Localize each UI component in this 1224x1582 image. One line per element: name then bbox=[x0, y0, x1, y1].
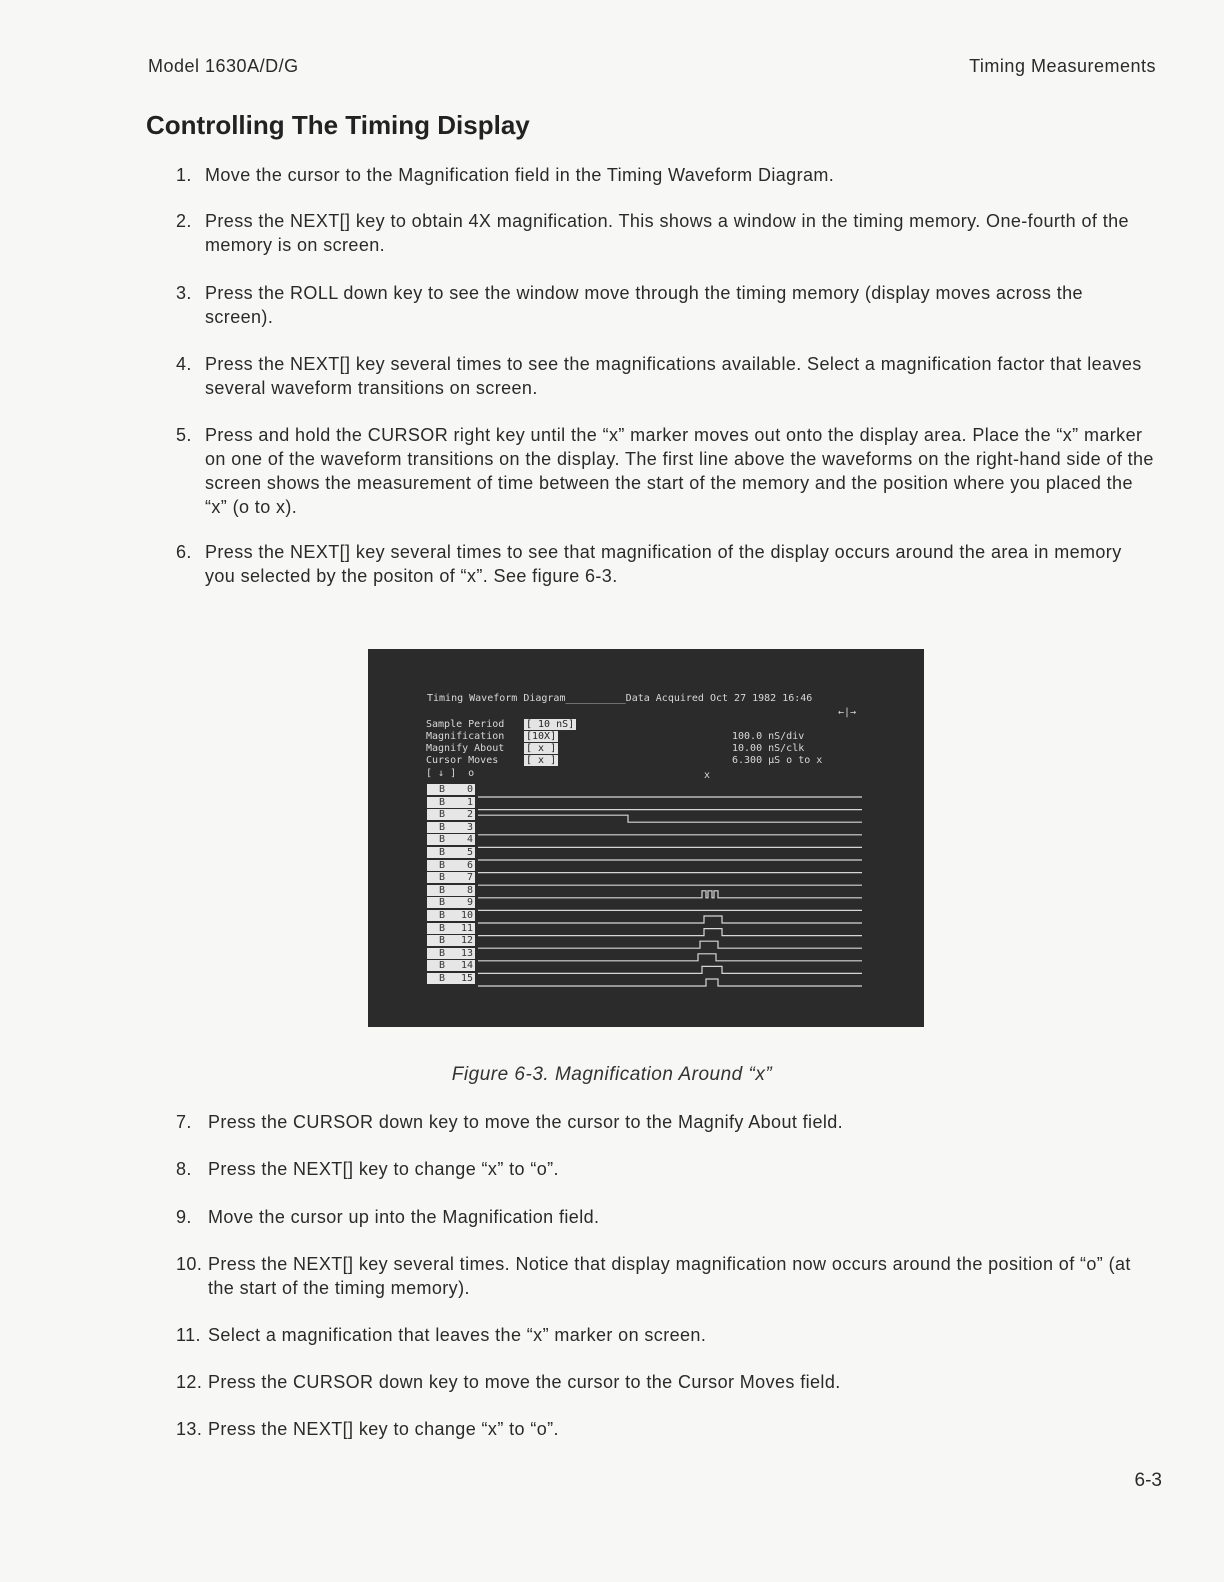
step-number: 13. bbox=[176, 1419, 203, 1439]
step-number: 6. bbox=[176, 542, 192, 562]
channel-number: 3 bbox=[466, 821, 473, 833]
step-6 bbox=[176, 540, 1156, 588]
channel-prefix: B bbox=[439, 834, 446, 846]
figure-caption: Figure 6-3. Magnification Around “x” bbox=[451, 1064, 773, 1085]
screen-arrow-marker: ←|→ bbox=[838, 707, 857, 718]
screen-field-magnification: [10X] bbox=[526, 731, 557, 742]
step-text: Move the cursor up into the Magnification field. bbox=[208, 1207, 600, 1227]
step-number: 10. bbox=[176, 1254, 203, 1274]
step-9 bbox=[176, 1205, 1156, 1229]
step-text: Press the CURSOR down key to move the cursor to the Cursor Moves field. bbox=[208, 1372, 841, 1392]
channel-number: 12 bbox=[460, 935, 473, 947]
channel-label bbox=[427, 948, 475, 959]
screen-label-cursor-moves: Cursor Moves bbox=[426, 755, 499, 766]
page-number: 6-3 bbox=[1134, 1470, 1162, 1491]
channel-prefix: B bbox=[439, 884, 446, 896]
channel-label bbox=[427, 935, 475, 946]
step-number: 2. bbox=[176, 211, 192, 231]
channel-prefix: B bbox=[439, 796, 446, 808]
channel-label bbox=[427, 960, 475, 971]
channel-label bbox=[427, 872, 475, 883]
channel-number: 14 bbox=[460, 960, 473, 972]
channel-prefix: B bbox=[439, 960, 446, 972]
step-10 bbox=[176, 1252, 1156, 1300]
channel-number: 0 bbox=[466, 784, 473, 795]
screen-marker-row: [ ↓ ] o bbox=[426, 768, 475, 779]
step-number: 9. bbox=[176, 1207, 192, 1227]
step-text: Press the NEXT[] key several times to see the magnifications available. Select a magnification factor that leaves several waveform transitions on screen. bbox=[205, 354, 1142, 398]
screen-label-magnify-about: Magnify About bbox=[426, 743, 505, 754]
step-text: Select a magnification that leaves the “x” marker on screen. bbox=[208, 1325, 707, 1345]
channel-label bbox=[427, 797, 475, 808]
channel-label bbox=[427, 897, 475, 908]
channel-prefix: B bbox=[439, 859, 446, 871]
step-2 bbox=[176, 209, 1156, 257]
screen-label-sample-period: Sample Period bbox=[426, 719, 505, 730]
channel-number: 11 bbox=[460, 922, 473, 934]
channel-number: 15 bbox=[460, 973, 473, 984]
channel-number: 2 bbox=[466, 809, 473, 821]
channel-label bbox=[427, 784, 475, 795]
step-text: Press and hold the CURSOR right key until the “x” marker moves out onto the display area. Place the “x” marker on one of the waveform transitions on the display. The first line above the waveforms on the right-hand side of the screen shows the measurement of time between the start of the memory and the position where you placed the “x” (o to x). bbox=[205, 425, 1154, 517]
channel-label bbox=[427, 910, 475, 921]
step-text: Press the NEXT[] key several times to see that magnification of the display occurs around the area in memory you selected by the positon of “x”. See figure 6-3. bbox=[205, 542, 1122, 586]
waveform-traces bbox=[478, 784, 864, 988]
step-8 bbox=[176, 1157, 1156, 1181]
channel-prefix: B bbox=[439, 897, 446, 909]
waveform-trace bbox=[478, 929, 862, 936]
waveform-trace bbox=[478, 891, 862, 898]
waveform-trace bbox=[478, 941, 862, 948]
step-number: 12. bbox=[176, 1372, 203, 1392]
channel-prefix: B bbox=[439, 847, 446, 858]
screen-readout-o-to-x: 6.300 µS o to x bbox=[732, 755, 823, 766]
step-text: Press the NEXT[] key several times. Notice that display magnification now occurs around the position of “o” (at the start of the timing memory). bbox=[208, 1254, 1131, 1298]
channel-prefix: B bbox=[439, 784, 446, 795]
channel-number: 13 bbox=[460, 947, 473, 959]
waveform-trace bbox=[478, 979, 862, 986]
waveform-trace bbox=[478, 815, 862, 822]
step-1 bbox=[176, 163, 1156, 187]
channel-label bbox=[427, 822, 475, 833]
step-number: 8. bbox=[176, 1159, 192, 1179]
step-13 bbox=[176, 1417, 1156, 1441]
step-number: 4. bbox=[176, 354, 192, 374]
channel-prefix: B bbox=[439, 973, 446, 984]
channel-label bbox=[427, 885, 475, 896]
channel-prefix: B bbox=[439, 809, 446, 821]
channel-prefix: B bbox=[439, 910, 446, 921]
step-7 bbox=[176, 1110, 1156, 1134]
screen-field-sample-period: [ 10 nS] bbox=[526, 719, 575, 730]
channel-prefix: B bbox=[439, 935, 446, 947]
step-text: Press the NEXT[] key to change “x” to “o”. bbox=[208, 1419, 559, 1439]
step-number: 7. bbox=[176, 1112, 192, 1132]
running-header-right: Timing Measurements bbox=[969, 56, 1156, 76]
step-5 bbox=[176, 423, 1156, 519]
channel-number: 9 bbox=[466, 897, 473, 909]
screen-field-magnify-about: [ x ] bbox=[526, 743, 557, 754]
channel-prefix: B bbox=[439, 821, 446, 833]
screen-readout-div: 100.0 nS/div bbox=[732, 731, 805, 742]
channel-label bbox=[427, 860, 475, 871]
waveform-trace bbox=[478, 916, 862, 923]
step-number: 5. bbox=[176, 425, 192, 445]
channel-number: 4 bbox=[466, 834, 473, 846]
step-text: Move the cursor to the Magnification field in the Timing Waveform Diagram. bbox=[205, 165, 835, 185]
channel-label bbox=[427, 809, 475, 820]
step-number: 3. bbox=[176, 283, 192, 303]
section-title: Controlling The Timing Display bbox=[146, 110, 530, 140]
waveform-trace bbox=[478, 954, 862, 961]
running-header-left: Model 1630A/D/G bbox=[148, 56, 299, 76]
screen-x-marker: x bbox=[704, 770, 711, 781]
channel-number: 1 bbox=[466, 796, 473, 808]
channel-number: 6 bbox=[466, 859, 473, 871]
screen-readout-clk: 10.00 nS/clk bbox=[732, 743, 805, 754]
step-text: Press the NEXT[] key to change “x” to “o”. bbox=[208, 1159, 559, 1179]
channel-number: 7 bbox=[466, 872, 473, 884]
waveform-trace bbox=[478, 966, 862, 973]
step-text: Press the CURSOR down key to move the cursor to the Magnify About field. bbox=[208, 1112, 844, 1132]
channel-label bbox=[427, 847, 475, 858]
screen-field-cursor-moves: [ x ] bbox=[526, 755, 557, 766]
channel-number: 10 bbox=[460, 910, 473, 921]
step-text: Press the NEXT[] key to obtain 4X magnification. This shows a window in the timing memory. One-fourth of the memory is on screen. bbox=[205, 211, 1129, 255]
screen-label-magnification: Magnification bbox=[426, 731, 505, 742]
step-12 bbox=[176, 1370, 1156, 1394]
channel-label bbox=[427, 973, 475, 984]
step-text: Press the ROLL down key to see the window move through the timing memory (display moves across the screen). bbox=[205, 283, 1083, 327]
channel-prefix: B bbox=[439, 922, 446, 934]
step-4 bbox=[176, 352, 1156, 400]
step-11 bbox=[176, 1323, 1156, 1347]
step-3 bbox=[176, 281, 1156, 329]
channel-label bbox=[427, 923, 475, 934]
step-number: 11. bbox=[176, 1325, 201, 1345]
screen-title-line: Timing Waveform Diagram__________Data Acquired Oct 27 1982 16:46 bbox=[427, 693, 813, 704]
channel-number: 5 bbox=[466, 847, 473, 858]
channel-prefix: B bbox=[439, 947, 446, 959]
channel-label bbox=[427, 834, 475, 845]
channel-prefix: B bbox=[439, 872, 446, 884]
step-number: 1. bbox=[176, 165, 192, 185]
channel-number: 8 bbox=[466, 884, 473, 896]
